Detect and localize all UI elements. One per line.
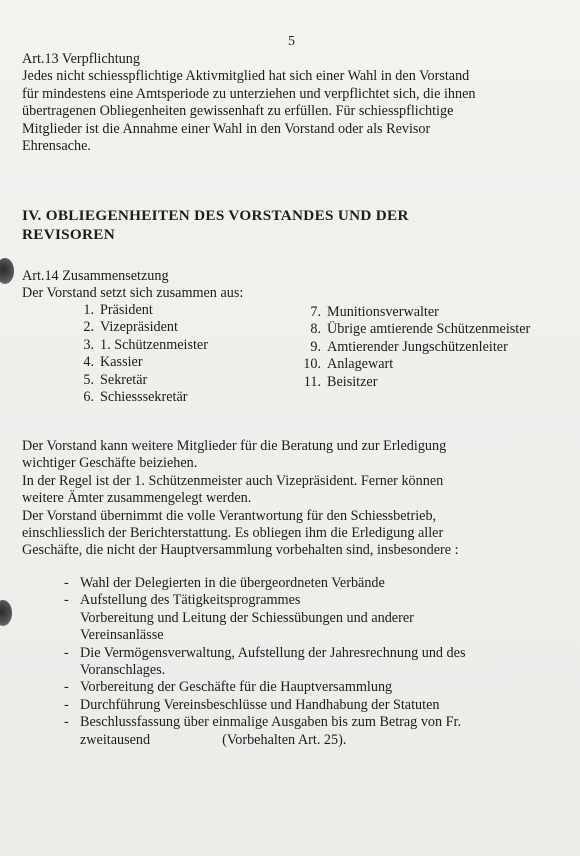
article-14-intro: Der Vorstand setzt sich zusammen aus:	[22, 285, 244, 302]
article-13-line: übertragenen Obliegenheiten gewissenhaft zu erfüllen. Für schiesspflichtige	[22, 103, 454, 120]
reservation-note: (Vorbehalten Art. 25).	[222, 731, 347, 748]
article-13-line: für mindestens eine Amtsperiode zu unterziehen und verpflichtet sich, die ihnen	[22, 85, 476, 102]
duties-list	[64, 575, 465, 749]
punch-hole-top	[0, 258, 14, 284]
punch-hole-bottom	[0, 600, 12, 626]
list-item: 7. Munitionsverwalter	[310, 304, 439, 320]
list-item: 5. Sekretär	[83, 371, 148, 388]
section-heading-line: IV. OBLIEGENHEITEN DES VORSTANDES UND DER	[22, 207, 409, 224]
body-line: Der Vorstand übernimmt die volle Verantwortung für den Schiessbetrieb,	[22, 507, 437, 524]
article-14-header	[22, 268, 562, 303]
list-item: 3. 1. Schützenmeister	[83, 336, 208, 353]
article-13-line: Jedes nicht schiesspflichtige Aktivmitglied hat sich einer Wahl in den Vorstand	[22, 68, 470, 85]
list-item: 8. Übrige amtierende Schützenmeister	[310, 321, 531, 338]
list-item: 1. Präsident	[83, 302, 153, 318]
section-heading-line: REVISOREN	[22, 225, 116, 243]
list-item: - Durchführung Vereinsbeschlüsse und Handhabung der Statuten	[64, 696, 440, 713]
list-item: 10. Anlagewart	[303, 356, 394, 373]
amount-word: zweitausend	[80, 731, 151, 748]
body-line: weitere Ämter zusammengelegt werden.	[22, 490, 252, 507]
list-item: - Beschlussfassung über einmalige Ausgaben bis zum Betrag von Fr.	[64, 714, 462, 731]
member-list-left	[56, 302, 208, 406]
article-13-line: Mitglieder ist die Annahme einer Wahl in den Vorstand oder als Revisor	[22, 120, 431, 137]
list-item: 2. Vizepräsident	[83, 319, 178, 336]
article-13	[22, 51, 562, 155]
list-item: 9. Amtierender Jungschützenleiter	[310, 338, 508, 355]
member-list-right	[283, 304, 530, 391]
section-heading	[22, 207, 542, 244]
body-line: einschliesslich der Berichterstattung. Es obliegen ihm die Erledigung aller	[22, 525, 444, 542]
list-item: 11. Beisitzer	[303, 373, 378, 390]
list-item: Vorbereitung und Leitung der Schiessübungen und anderer	[80, 609, 414, 626]
body-line: Der Vorstand kann weitere Mitglieder für die Beratung und zur Erledigung	[22, 438, 447, 454]
list-item: 6. Schiesssekretär	[83, 389, 188, 406]
list-item: - Vorbereitung der Geschäfte für die Hauptversammlung	[64, 679, 393, 696]
body-line: wichtiger Geschäfte beiziehen.	[22, 455, 198, 472]
list-item: - Aufstellung des Tätigkeitsprogrammes	[64, 592, 301, 609]
page-number: 5	[288, 34, 295, 49]
body-line: In der Regel ist der 1. Schützenmeister auch Vizepräsident. Ferner können	[22, 472, 444, 489]
list-item: - Die Vermögensverwaltung, Aufstellung der Jahresrechnung und des	[64, 644, 466, 661]
list-item: Voranschlages.	[80, 662, 166, 679]
body-line: Geschäfte, die nicht der Hauptversammlung vorbehalten sind, insbesondere :	[22, 542, 459, 559]
article-14-body	[22, 438, 562, 560]
list-item: - Wahl der Delegierten in die übergeordneten Verbände	[64, 575, 385, 591]
list-item	[64, 732, 465, 749]
article-13-title: Art.13 Verpflichtung	[22, 51, 140, 67]
list-item: Vereinsanlässe	[80, 627, 164, 644]
article-13-line: Ehrensache.	[22, 138, 91, 155]
article-14-title: Art.14 Zusammensetzung	[22, 268, 169, 284]
list-item: 4. Kassier	[83, 354, 143, 371]
